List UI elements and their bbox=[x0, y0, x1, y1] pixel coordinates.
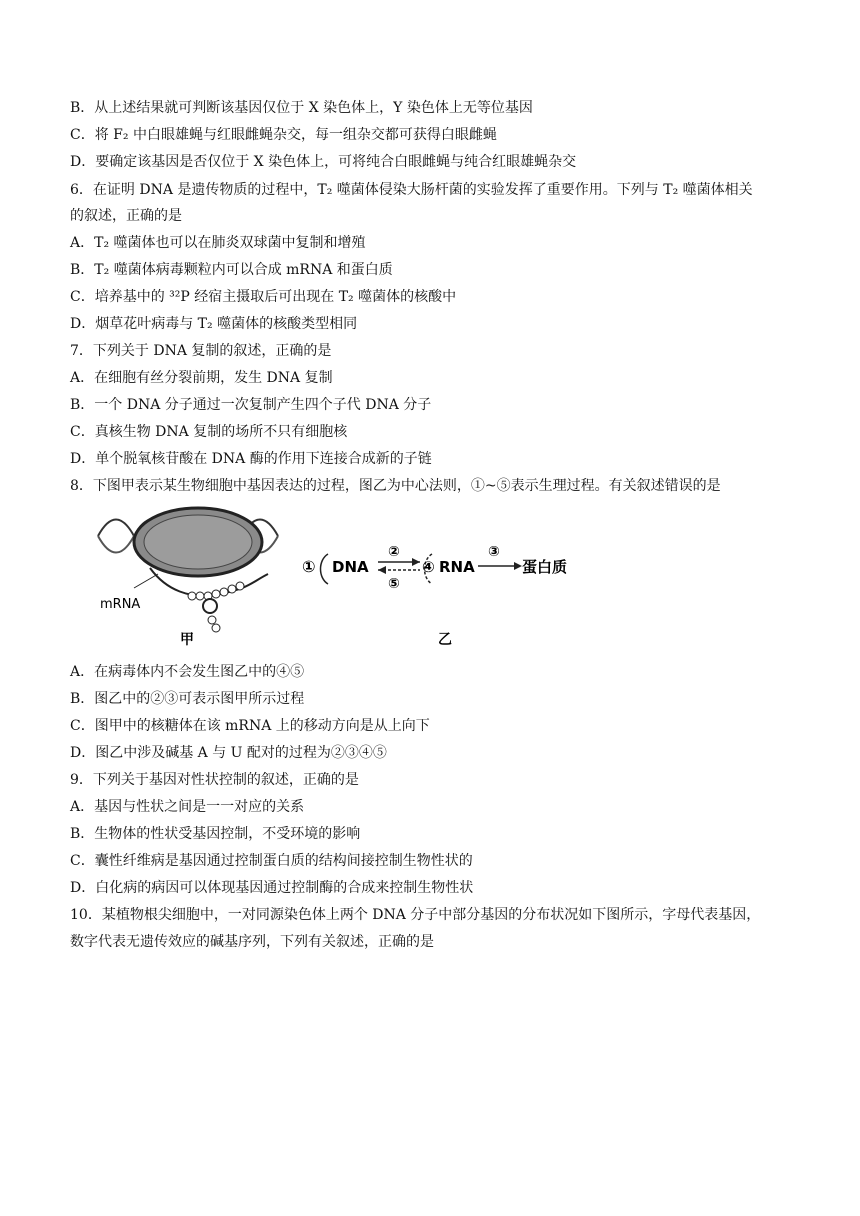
mrna-pointer bbox=[134, 574, 158, 588]
q9-option-c: C．囊性纤维病是基因通过控制蛋白质的结构间接控制生物性状的 bbox=[70, 853, 473, 869]
q6-stem-cont: 的叙述，正确的是 bbox=[70, 208, 182, 224]
q7-option-d: D．单个脱氧核苷酸在 DNA 酶的作用下连接合成新的子链 bbox=[70, 451, 432, 467]
q8-option-c: C．图甲中的核糖体在该 mRNA 上的移动方向是从上向下 bbox=[70, 718, 430, 734]
mrna-label: mRNA bbox=[100, 597, 141, 612]
process-1-label: ① bbox=[302, 557, 316, 576]
dna-label: DNA bbox=[332, 558, 369, 576]
q8-stem: 8．下图甲表示某生物细胞中基因表达的过程，图乙为中心法则，①~⑤表示生理过程。有关叙述错误的是 bbox=[70, 478, 721, 494]
protein-label: 蛋白质 bbox=[522, 558, 568, 576]
figure-yi-label: 乙 bbox=[438, 632, 452, 648]
q5-option-c: C．将 F₂ 中白眼雄蝇与红眼雌蝇杂交，每一组杂交都可获得白眼雌蝇 bbox=[70, 127, 497, 143]
q10-stem: 10．某植物根尖细胞中，一对同源染色体上两个 DNA 分子中部分基因的分布状况如下图所示，字母代表基因， bbox=[70, 907, 761, 923]
q6-option-b: B．T₂ 噬菌体病毒颗粒内可以合成 mRNA 和蛋白质 bbox=[70, 262, 393, 278]
figure-jia-label: 甲 bbox=[180, 632, 194, 648]
q6-option-d: D．烟草花叶病毒与 T₂ 噬菌体的核酸类型相同 bbox=[70, 316, 358, 332]
q5-option-b: B．从上述结果就可判断该基因仅位于 X 染色体上，Y 染色体上无等位基因 bbox=[70, 100, 533, 116]
q8-option-d: D．图乙中涉及碱基 A 与 U 配对的过程为②③④⑤ bbox=[70, 745, 387, 761]
q6-option-a: A．T₂ 噬菌体也可以在肺炎双球菌中复制和增殖 bbox=[70, 235, 366, 251]
q7-option-b: B．一个 DNA 分子通过一次复制产生四个子代 DNA 分子 bbox=[70, 397, 432, 413]
q9-option-b: B．生物体的性状受基因控制，不受环境的影响 bbox=[70, 826, 361, 842]
process-4-label: ④ bbox=[422, 558, 435, 576]
q8-option-a: A．在病毒体内不会发生图乙中的④⑤ bbox=[70, 664, 305, 680]
q7-option-a: A．在细胞有丝分裂前期，发生 DNA 复制 bbox=[70, 370, 333, 386]
q9-stem: 9．下列关于基因对性状控制的叙述，正确的是 bbox=[70, 772, 359, 788]
rna-label: RNA bbox=[439, 558, 475, 576]
translation-arrowhead bbox=[514, 562, 522, 570]
q7-stem: 7．下列关于 DNA 复制的叙述，正确的是 bbox=[70, 343, 332, 359]
q8-figure bbox=[70, 504, 630, 656]
ribosome-chain bbox=[188, 582, 244, 632]
q5-option-d: D．要确定该基因是否仅位于 X 染色体上，可将纯合白眼雌蝇与纯合红眼雄蝇杂交 bbox=[70, 154, 577, 170]
q10-stem-cont: 数字代表无遗传效应的碱基序列，下列有关叙述，正确的是 bbox=[70, 934, 434, 950]
q7-option-c: C．真核生物 DNA 复制的场所不只有细胞核 bbox=[70, 424, 348, 440]
process-5-label: ⑤ bbox=[388, 576, 400, 592]
process-3-label: ③ bbox=[488, 544, 500, 560]
figure-jia bbox=[98, 508, 278, 648]
q6-option-c: C．培养基中的 ³²P 经宿主摄取后可出现在 T₂ 噬菌体的核酸中 bbox=[70, 289, 457, 305]
q6-stem: 6．在证明 DNA 是遗传物质的过程中，T₂ 噬菌体侵染大肠杆菌的实验发挥了重要作用。下列与 T₂ 噬菌体相关 bbox=[70, 182, 753, 198]
nucleus-inner bbox=[144, 515, 252, 569]
reverse-transcription-arrowhead bbox=[378, 566, 386, 574]
process-2-label: ② bbox=[388, 544, 400, 560]
q9-option-d: D．白化病的病因可以体现基因通过控制酶的合成来控制生物性状 bbox=[70, 880, 474, 896]
q8-option-b: B．图乙中的②③可表示图甲所示过程 bbox=[70, 691, 305, 707]
transcription-arrowhead bbox=[412, 558, 420, 566]
q9-option-a: A．基因与性状之间是一一对应的关系 bbox=[70, 799, 305, 815]
figure-yi bbox=[302, 544, 567, 648]
replication-loop bbox=[321, 554, 329, 584]
